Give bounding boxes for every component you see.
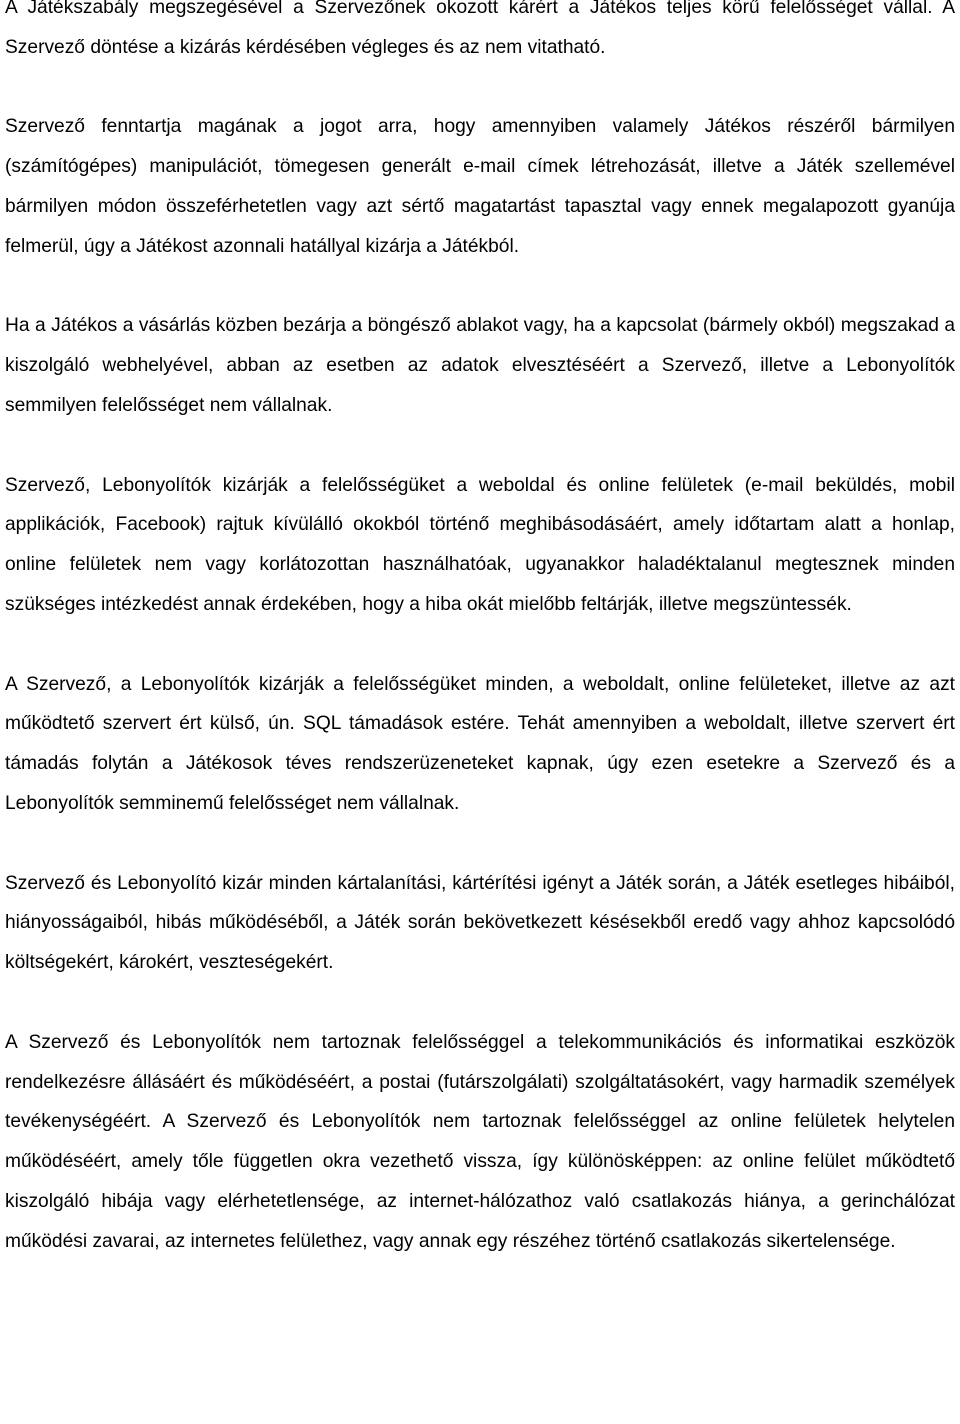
paragraph-exclusion-right: Szervező fenntartja magának a jogot arra, hogy amennyiben valamely Játékos részéről bármilyen (számítógépes) manipulációt, tömegesen generált e-mail címek létrehozását, illetve a Játék szellemével bármilyen módon összeférhetetlen vagy azt sértő magatartást tapasztal vagy ennek megalapozott gyanúja felmerül, úgy a Játékost azonnali hatállyal kizárja a Játékból.: [5, 116, 955, 257]
paragraph-telecom-liability: A Szervező és Lebonyolítók nem tartoznak felelősséggel a telekommunikációs és informatikai eszközök rendelkezésre állásáért és működéséért, a postai (futárszolgálati) szolgáltatásokért, vagy harmadik személyek tevékenységéért. A Szervező és Lebonyolítók nem tartoznak felelősséggel az online felületek helytelen működéséért, amely tőle független okra vezethető vissza, így különösképpen: az online felület működtető kiszolgáló hibája vagy elérhetetlensége, az internet-hálózathoz való csatlakozás hiánya, a gerinchálózat működési zavarai, az internetes felülethez, vagy annak egy részéhez történő csatlakozás sikertelensége.: [5, 1031, 955, 1252]
paragraph-browser-closing: Ha a Játékos a vásárlás közben bezárja a böngésző ablakot vagy, ha a kapcsolat (bármely okból) megszakad a kiszolgáló webhelyével, abban az esetben az adatok elvesztéséért a Szervező, illetve a Lebonyolítók semmilyen felelősséget nem vállalnak.: [5, 315, 955, 416]
paragraph-liability-damage: A Játékszabály megszegésével a Szervezőnek okozott kárért a Játékos teljes körű felelősséget vállal. A Szervező döntése a kizárás kérdésében végleges és az nem vitatható.: [5, 0, 955, 58]
document-page: [5, 0, 955, 1262]
paragraph-website-malfunction: Szervező, Lebonyolítók kizárják a felelősségüket a weboldal és online felületek (e-mail beküldés, mobil applikációk, Facebook) rajtuk kívülálló okokból történő meghibásodásáért, amely időtartam alatt a honlap, online felületek nem vagy korlátozottan használhatóak, ugyanakkor haladéktalanul megtesznek minden szükséges intézkedést annak érdekében, hogy a hiba okát mielőbb feltárják, illetve megszüntessék.: [5, 474, 955, 615]
paragraph-sql-attacks: A Szervező, a Lebonyolítók kizárják a felelősségüket minden, a weboldalt, online felületeket, illetve az azt működtető szervert ért külső, ún. SQL támadások estére. Tehát amennyiben a weboldalt, illetve szervert ért támadás folytán a Játékosok téves rendszerüzeneteket kapnak, úgy ezen esetekre a Szervező és a Lebonyolítók semminemű felelősséget nem vállalnak.: [5, 673, 955, 814]
paragraph-compensation-exclusion: Szervező és Lebonyolító kizár minden kártalanítási, kártérítési igényt a Játék során, a Játék esetleges hibáiból, hiányosságaiból, hibás működéséből, a Játék során bekövetkezett késésekből eredő vagy ahhoz kapcsolódó költségekért, károkért, veszteségekért.: [5, 872, 955, 974]
